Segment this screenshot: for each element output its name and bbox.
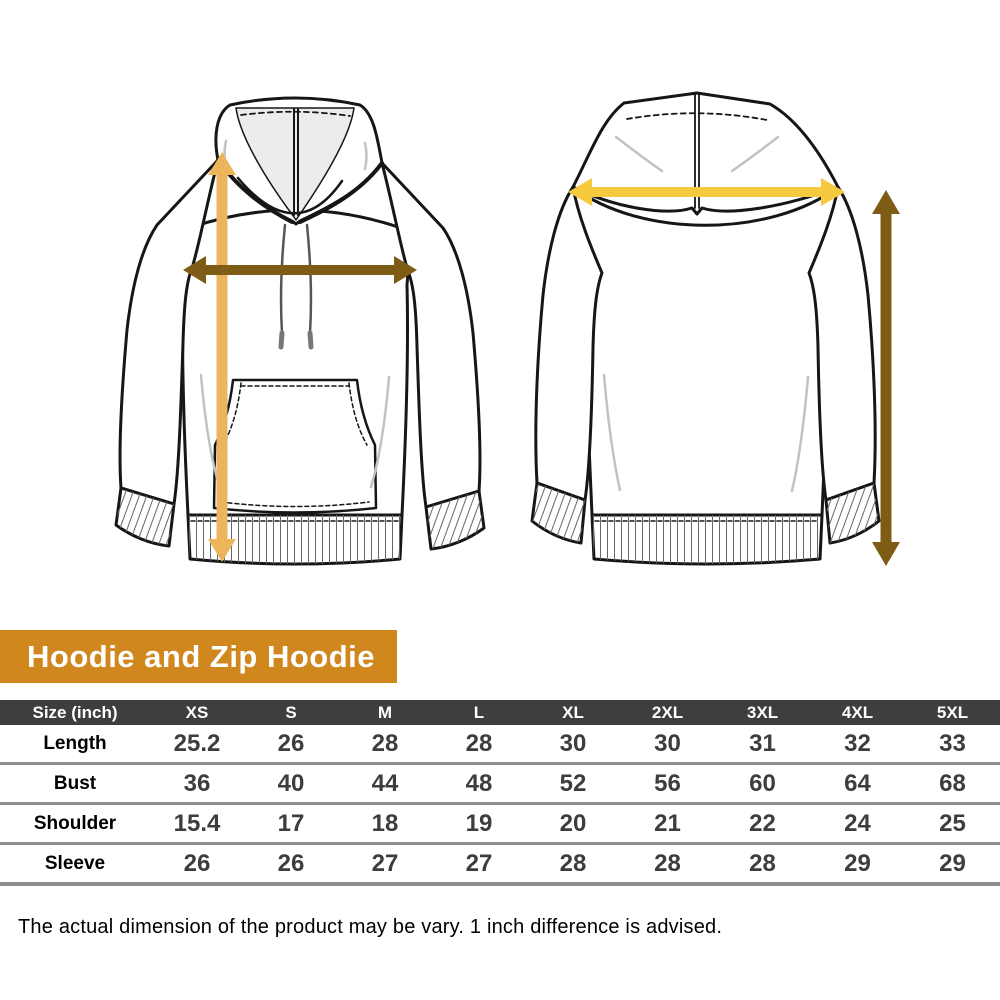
length-m: 28 [338, 725, 432, 764]
col-header-5xl: 5XL [905, 700, 1000, 725]
bust-xs: 36 [150, 764, 244, 804]
length-3xl: 31 [715, 725, 810, 764]
shoulder-2xl: 21 [620, 804, 715, 844]
shoulder-xl: 20 [526, 804, 620, 844]
hoodie-back-diagram [520, 75, 940, 605]
table-row-length [0, 725, 1000, 764]
table-row-sleeve [0, 844, 1000, 885]
sleeve-xs: 26 [150, 844, 244, 885]
sleeve-5xl: 29 [905, 844, 1000, 885]
col-header-4xl: 4XL [810, 700, 905, 725]
shoulder-l: 19 [432, 804, 526, 844]
col-header-3xl: 3XL [715, 700, 810, 725]
disclaimer-note: The actual dimension of the product may be vary. 1 inch difference is advised. [18, 916, 723, 938]
col-header-xl: XL [526, 700, 620, 725]
length-xl: 30 [526, 725, 620, 764]
table-row-bust [0, 764, 1000, 804]
hoodie-front-diagram [95, 75, 495, 605]
shoulder-m: 18 [338, 804, 432, 844]
sleeve-m: 27 [338, 844, 432, 885]
shoulder-5xl: 25 [905, 804, 1000, 844]
shoulder-s: 17 [244, 804, 338, 844]
size-table [0, 700, 1000, 886]
length-5xl: 33 [905, 725, 1000, 764]
row-label-sleeve: Sleeve [0, 844, 150, 885]
sleeve-2xl: 28 [620, 844, 715, 885]
table-row-shoulder [0, 804, 1000, 844]
bust-4xl: 64 [810, 764, 905, 804]
bust-s: 40 [244, 764, 338, 804]
col-header-xs: XS [150, 700, 244, 725]
shoulder-4xl: 24 [810, 804, 905, 844]
col-header-size: Size (inch) [0, 700, 150, 725]
row-label-bust: Bust [0, 764, 150, 804]
col-header-2xl: 2XL [620, 700, 715, 725]
shoulder-xs: 15.4 [150, 804, 244, 844]
size-table-header-row [0, 700, 1000, 725]
length-s: 26 [244, 725, 338, 764]
bust-m: 44 [338, 764, 432, 804]
back-body [573, 187, 840, 515]
back-hem-rib-texture [592, 515, 822, 564]
row-label-shoulder: Shoulder [0, 804, 150, 844]
section-title: Hoodie and Zip Hoodie [27, 638, 376, 674]
bust-5xl: 68 [905, 764, 1000, 804]
bust-l: 48 [432, 764, 526, 804]
bust-xl: 52 [526, 764, 620, 804]
sleeve-3xl: 28 [715, 844, 810, 885]
length-4xl: 32 [810, 725, 905, 764]
sleeve-4xl: 29 [810, 844, 905, 885]
bust-3xl: 60 [715, 764, 810, 804]
sleeve-l: 27 [432, 844, 526, 885]
col-header-m: M [338, 700, 432, 725]
sleeve-s: 26 [244, 844, 338, 885]
length-l: 28 [432, 725, 526, 764]
shoulder-3xl: 22 [715, 804, 810, 844]
section-title-banner [0, 630, 397, 683]
sleeve-xl: 28 [526, 844, 620, 885]
row-label-length: Length [0, 725, 150, 764]
col-header-l: L [432, 700, 526, 725]
length-xs: 25.2 [150, 725, 244, 764]
bust-2xl: 56 [620, 764, 715, 804]
length-2xl: 30 [620, 725, 715, 764]
col-header-s: S [244, 700, 338, 725]
